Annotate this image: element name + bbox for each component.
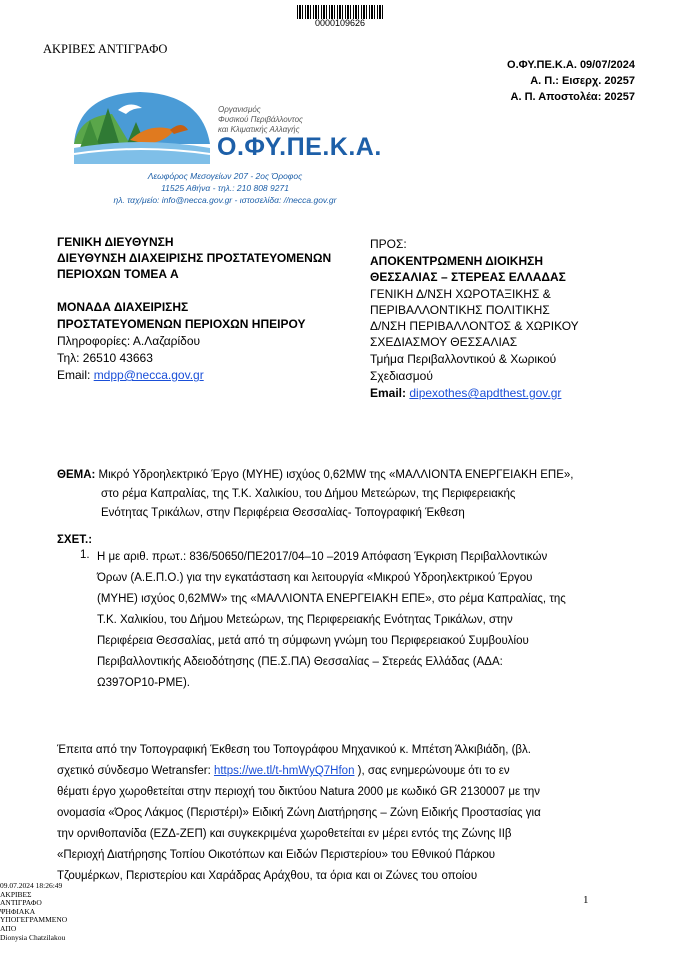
logo-line1: Οργανισμός [218,105,261,114]
sender-line4: ΜΟΝΑΔΑ ΔΙΑΧΕΙΡΙΣΗΣ [57,300,189,314]
recipient-email-label: Email: [370,386,407,400]
address-line2: 11525 Αθήνα - τηλ.: 210 808 9271 [161,183,289,193]
related-line5: Περιφέρεια Θεσσαλίας, μετά από τη σύμφωνη γνώμη του Περιφερειακού Συμβουλίου [97,635,529,647]
brand-title: Ο.ΦΥ.ΠΕ.Κ.Α. [217,133,382,161]
body-paragraph [57,740,627,887]
stamp-line5: ΥΠΟΓΕΓΡΑΜΜΕΝΟ [0,915,68,925]
recipient-line7: Τμήμα Περιβαλλοντικού & Χωρικού [370,352,557,366]
body-line2-post: ), σας ενημερώνουμε ότι το εν [354,765,510,777]
related-number: 1. [80,549,90,561]
body-line3: θέματι έργο χωροθετείται στην περιοχή του δικτύου Natura 2000 με κωδικό GR 2130007 με την [57,786,541,798]
sender-line1: ΓΕΝΙΚΗ ΔΙΕΥΘΥΝΣΗ [57,235,174,249]
stamp-line6: ΑΠΟ [0,923,17,933]
logo-line3: και Κλιματικής Αλλαγής [218,125,300,134]
body-line1: Έπειτα από την Τοπογραφική Έκθεση του Τοπογράφου Μηχανικού κ. Μπέτση Άλκιβιάδη, (βλ. [57,744,531,756]
recipient-line6: ΣΧΕΔΙΑΣΜΟΥ ΘΕΣΣΑΛΙΑΣ [370,335,518,349]
stamp-line1: 09.07.2024 18:26:49 [0,881,63,890]
sender-email-link[interactable]: mdpp@necca.gov.gr [93,368,204,382]
subject-block [57,466,573,523]
signature-stamp [0,882,67,942]
stamp-line7: Dionysia Chatzilakou [0,932,66,942]
reference-incoming: Α. Π.: Εισερχ. 20257 [530,75,635,87]
logo-line2: Φυσικού Περιβάλλοντος [218,115,303,124]
related-line6: Περιβαλλοντικής Αδειοδότησης (ΠΕ.Σ.ΠΑ) Θεσσαλίας – Στερεάς Ελλάδας (ΑΔΑ: [97,656,503,668]
wetransfer-link[interactable]: https://we.tl/t-hmWyQ7Hfon [213,765,355,777]
body-line2-pre: σχετικό σύνδεσμο Wetransfer: [57,765,214,777]
reference-org-date: Ο.ΦΥ.ΠΕ.Κ.Α. 09/07/2024 [507,59,635,71]
subject-line3: Ενότητας Τρικάλων, στην Περιφέρεια Θεσσαλίας- Τοπογραφική Έκθεση [101,507,465,519]
address-line3: ηλ. ταχ/μείο: info@necca.gov.gr - ιστοσελίδα: //necca.gov.gr [113,195,337,205]
related-line3: (ΜΥΗΕ) ισχύος 0,62MW» της «ΜΑΛΛΙΟΝΤΑ ΕΝΕΡΓΕΙΑΚΗ ΕΠΕ», στο ρέμα Καπραλίας, της [97,593,566,605]
recipient-line4: ΠΕΡΙΒΑΛΛΟΝΤΙΚΗΣ ΠΟΛΙΤΙΚΗΣ [370,303,550,317]
sender-info: Πληροφορίες: Α.Λαζαρίδου [57,334,201,348]
recipient-email-row [370,385,561,402]
related-line1: Η με αριθ. πρωτ.: 836/50650/ΠΕ2017/04–10 –2019 Απόφαση Έγκριση Περιβαλλοντικών [97,551,548,563]
body-line5: την ορνιθοπανίδα (ΕΖΔ-ΖΕΠ) και συγκεκριμένα χωροθετείται εν μέρει εντός της Ζώνης ΙΙβ [57,828,512,840]
stamp-line4: ΨΗΦΙΑΚΑ [0,906,36,916]
subject-line1: Μικρό Υδροηλεκτρικό Έργο (ΜΥΗΕ) ισχύος 0,62MW της «ΜΑΛΛΙΟΝΤΑ ΕΝΕΡΓΕΙΑΚΗ ΕΠΕ», [98,469,574,481]
related-item [97,547,627,694]
sender-email-label: Email: [57,368,91,382]
sender-line3: ΠΕΡΙΟΧΩΝ ΤΟΜΕΑ Α [57,267,179,281]
recipient-line8: Σχεδιασμού [370,369,433,383]
barcode [297,5,383,19]
body-line7: Τζουμέρκων, Περιστερίου και Χαράδρας Αράχθου, τα όρια και οι Ζώνες του οποίου [57,870,478,882]
subject-line2: στο ρέμα Καπραλίας, της Τ.Κ. Χαλικίου, του Δήμου Μετεώρων, της Περιφερειακής [101,488,516,500]
sender-email-row [57,367,204,384]
copy-label: ΑΚΡΙΒΕΣ ΑΝΤΙΓΡΑΦΟ [43,42,168,56]
recipient-line5: Δ/ΝΣΗ ΠΕΡΙΒΑΛΛΟΝΤΟΣ & ΧΩΡΙΚΟΥ [370,319,579,333]
page-number: 1 [583,894,589,906]
address-line1: Λεωφόρος Μεσογείων 207 - 2ος Όροφος [147,171,303,181]
related-label: ΣΧΕΤ.: [57,534,93,546]
subject-label: ΘΕΜΑ: [57,469,96,481]
necca-logo-icon [70,86,215,166]
body-line4: ονομασία «Όρος Λάκμος (Περιστέρι)» Ειδική Ζώνη Διατήρησης – Ζώνη Ειδικής Προστασίας για [57,807,541,819]
sender-line5: ΠΡΟΣΤΑΤΕΥΟΜΕΝΩΝ ΠΕΡΙΟΧΩΝ ΗΠΕΙΡΟΥ [57,317,306,331]
recipient-label: ΠΡΟΣ: [370,237,407,251]
sender-line2: ΔΙΕΥΘΥΝΣΗ ΔΙΑΧΕΙΡΙΣΗΣ ΠΡΟΣΤΑΤΕΥΟΜΕΝΩΝ [57,251,332,265]
related-line4: Τ.Κ. Χαλικίου, του Δήμου Μετεώρων, της Περιφερειακής Ενότητας Τρικάλων, στην [97,614,513,626]
recipient-line2: ΘΕΣΣΑΛΙΑΣ – ΣΤΕΡΕΑΣ ΕΛΛΑΔΑΣ [370,270,566,284]
body-line2 [57,761,627,782]
body-line6: «Περιοχή Διατήρησης Τοπίου Οικοτόπων και Ειδών Περιστερίου» του Εθνικού Πάρκου [57,849,496,861]
stamp-line3: ΑΝΤΙΓΡΑΦΟ [0,898,42,908]
recipient-line1: ΑΠΟΚΕΝΤΡΩΜΕΝΗ ΔΙΟΙΚΗΣΗ [370,254,544,268]
stamp-line2: ΑΚΡΙΒΕΣ [0,889,32,899]
barcode-number: 0000109626 [314,18,366,28]
sender-phone: Τηλ: 26510 43663 [57,351,153,365]
related-line7: Ω397ΟΡ10-ΡΜΕ). [97,677,190,689]
reference-outgoing: Α. Π. Αποστολέα: 20257 [510,91,635,103]
related-line2: Όρων (Α.Ε.Π.Ο.) για την εγκατάσταση και λειτουργία «Μικρού Υδροηλεκτρικού Έργου [97,572,533,584]
recipient-email-link[interactable]: dipexothes@apdthest.gov.gr [409,386,562,400]
recipient-line3: ΓΕΝΙΚΗ Δ/ΝΣΗ ΧΩΡΟΤΑΞΙΚΗΣ & [370,287,551,301]
